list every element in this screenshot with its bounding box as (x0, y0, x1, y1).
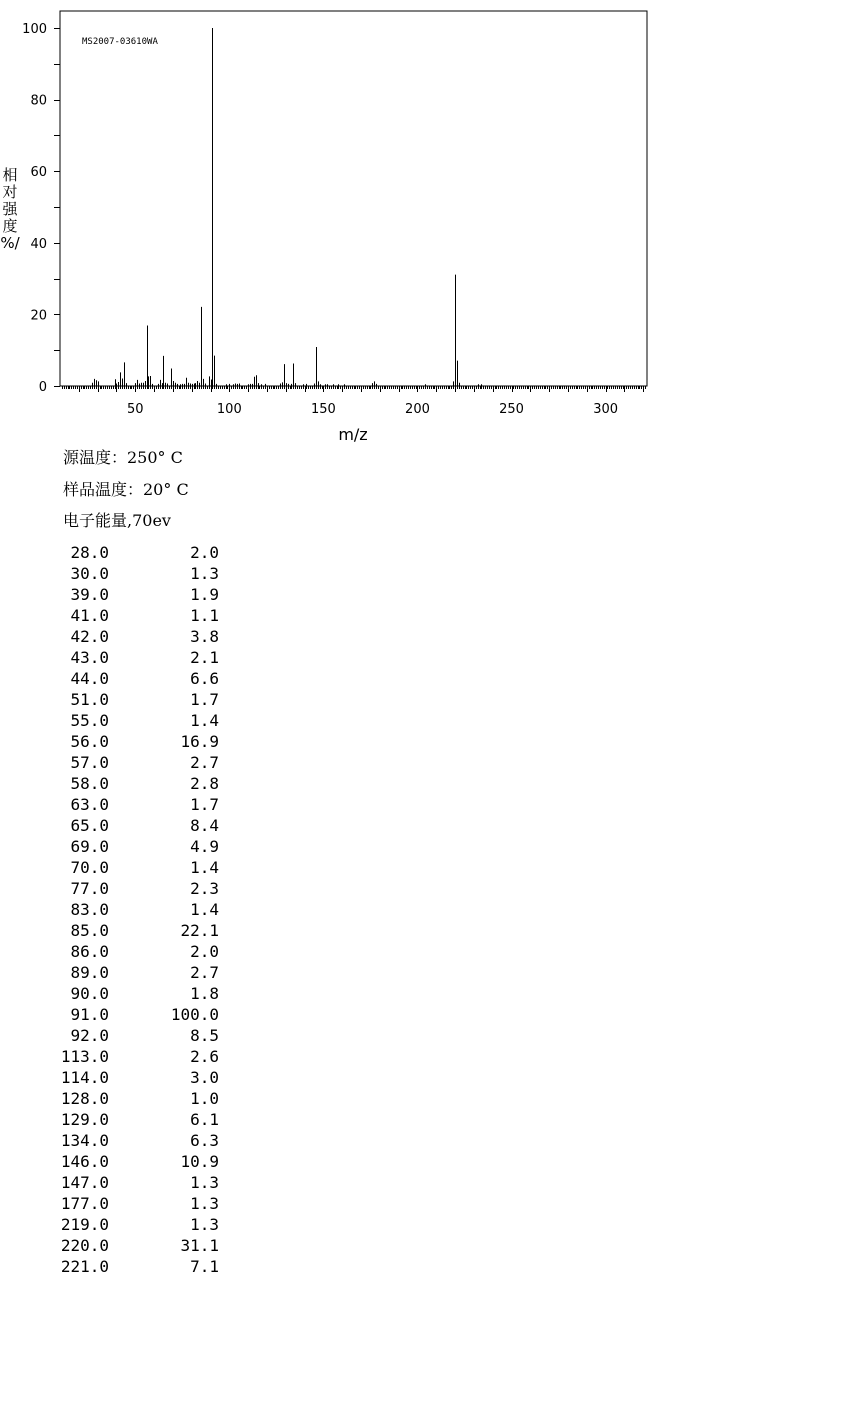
x-axis-label: m/z (338, 425, 368, 444)
mz-value: 220.0 (60, 1236, 109, 1255)
mz-value: 89.0 (70, 963, 109, 982)
x-tick-label: 50 (126, 402, 144, 417)
sample-temperature: 样品温度：20° C (63, 480, 189, 499)
abundance-value: 2.8 (190, 774, 219, 793)
abundance-value: 3.8 (190, 627, 219, 646)
abundance-value: 2.3 (190, 879, 219, 898)
abundance-value: 31.1 (180, 1236, 219, 1255)
x-tick-label: 200 (405, 402, 430, 417)
abundance-value: 2.6 (190, 1047, 219, 1066)
abundance-value: 1.3 (190, 1173, 219, 1192)
mz-value: 114.0 (60, 1068, 109, 1087)
y-axis-label (0, 166, 20, 252)
mz-value: 146.0 (60, 1152, 109, 1171)
x-tick-label: 250 (499, 402, 524, 417)
y-label-char: %/ (0, 234, 20, 252)
peak-bars (93, 28, 482, 386)
mz-value: 58.0 (70, 774, 109, 793)
abundance-value: 1.0 (190, 1089, 219, 1108)
x-axis (63, 386, 646, 417)
mz-value: 63.0 (70, 795, 109, 814)
abundance-value: 1.4 (190, 900, 219, 919)
abundance-value: 8.4 (190, 816, 219, 835)
abundance-value: 6.3 (190, 1131, 219, 1150)
mz-value: 77.0 (70, 879, 109, 898)
mz-value: 39.0 (70, 585, 109, 604)
abundance-value: 1.4 (190, 711, 219, 730)
abundance-value: 2.1 (190, 648, 219, 667)
mz-value: 57.0 (70, 753, 109, 772)
mz-value: 147.0 (60, 1173, 109, 1192)
y-tick-label: 100 (22, 22, 47, 37)
abundance-value: 2.0 (190, 942, 219, 961)
mz-value: 92.0 (70, 1026, 109, 1045)
abundance-value: 2.0 (190, 543, 219, 562)
y-tick-label: 80 (30, 93, 47, 109)
abundance-value: 1.8 (190, 984, 219, 1003)
abundance-value: 22.1 (180, 921, 219, 940)
mz-value: 69.0 (70, 837, 109, 856)
mz-value: 56.0 (70, 732, 109, 751)
y-tick-label: 20 (30, 308, 47, 324)
abundance-value: 2.7 (190, 963, 219, 982)
mz-value: 44.0 (70, 669, 109, 688)
abundance-value: 1.1 (190, 606, 219, 625)
mz-value: 28.0 (70, 543, 109, 562)
abundance-value: 1.3 (190, 564, 219, 583)
abundance-value: 1.3 (190, 1215, 219, 1234)
abundance-value: 10.9 (180, 1152, 219, 1171)
plot-frame (60, 11, 647, 386)
abundance-value: 3.0 (190, 1068, 219, 1087)
abundance-value: 1.7 (190, 795, 219, 814)
abundance-value: 7.1 (190, 1257, 219, 1276)
abundance-value: 1.3 (190, 1194, 219, 1213)
mz-value: 41.0 (70, 606, 109, 625)
mz-value: 55.0 (70, 711, 109, 730)
abundance-value: 1.4 (190, 858, 219, 877)
mz-value: 42.0 (70, 627, 109, 646)
mz-value: 85.0 (70, 921, 109, 940)
abundance-value: 2.7 (190, 753, 219, 772)
mz-value: 177.0 (60, 1194, 109, 1213)
mz-value: 90.0 (70, 984, 109, 1003)
abundance-value: 6.6 (190, 669, 219, 688)
mz-value: 70.0 (70, 858, 109, 877)
y-label-char: 度 (2, 217, 18, 235)
mz-value: 129.0 (60, 1110, 109, 1129)
mz-value: 221.0 (60, 1257, 109, 1276)
spectrum-id-annotation: MS2007-03610WA (82, 37, 158, 47)
y-tick-label: 60 (30, 165, 47, 181)
electron-energy: 电子能量,70ev (63, 511, 171, 530)
abundance-value: 8.5 (190, 1026, 219, 1045)
abundance-value: 1.7 (190, 690, 219, 709)
mass-spectrum-chart (0, 0, 850, 450)
mz-value: 128.0 (60, 1089, 109, 1108)
y-tick-label: 0 (38, 380, 47, 395)
abundance-value: 4.9 (190, 837, 219, 856)
mz-value: 30.0 (70, 564, 109, 583)
mz-value: 43.0 (70, 648, 109, 667)
mz-value: 91.0 (70, 1005, 109, 1024)
abundance-value: 1.9 (190, 585, 219, 604)
x-tick-label: 100 (216, 402, 242, 417)
abundance-value: 100.0 (170, 1005, 219, 1024)
mz-value: 134.0 (60, 1131, 109, 1150)
y-axis (22, 22, 60, 395)
mz-value: 83.0 (70, 900, 109, 919)
mz-value: 51.0 (70, 690, 109, 709)
x-tick-label: 150 (310, 402, 336, 417)
y-label-char: 相 (2, 166, 18, 184)
y-tick-label: 40 (30, 236, 47, 252)
mz-value: 86.0 (70, 942, 109, 961)
y-label-char: 强 (2, 200, 18, 218)
mz-value: 113.0 (60, 1047, 109, 1066)
mz-value: 65.0 (70, 816, 109, 835)
x-tick-label: 300 (593, 402, 619, 417)
mz-value: 219.0 (60, 1215, 109, 1234)
abundance-value: 16.9 (180, 732, 219, 751)
source-temperature: 源温度：250° C (63, 448, 183, 467)
y-label-char: 对 (2, 183, 18, 201)
abundance-value: 6.1 (190, 1110, 219, 1129)
